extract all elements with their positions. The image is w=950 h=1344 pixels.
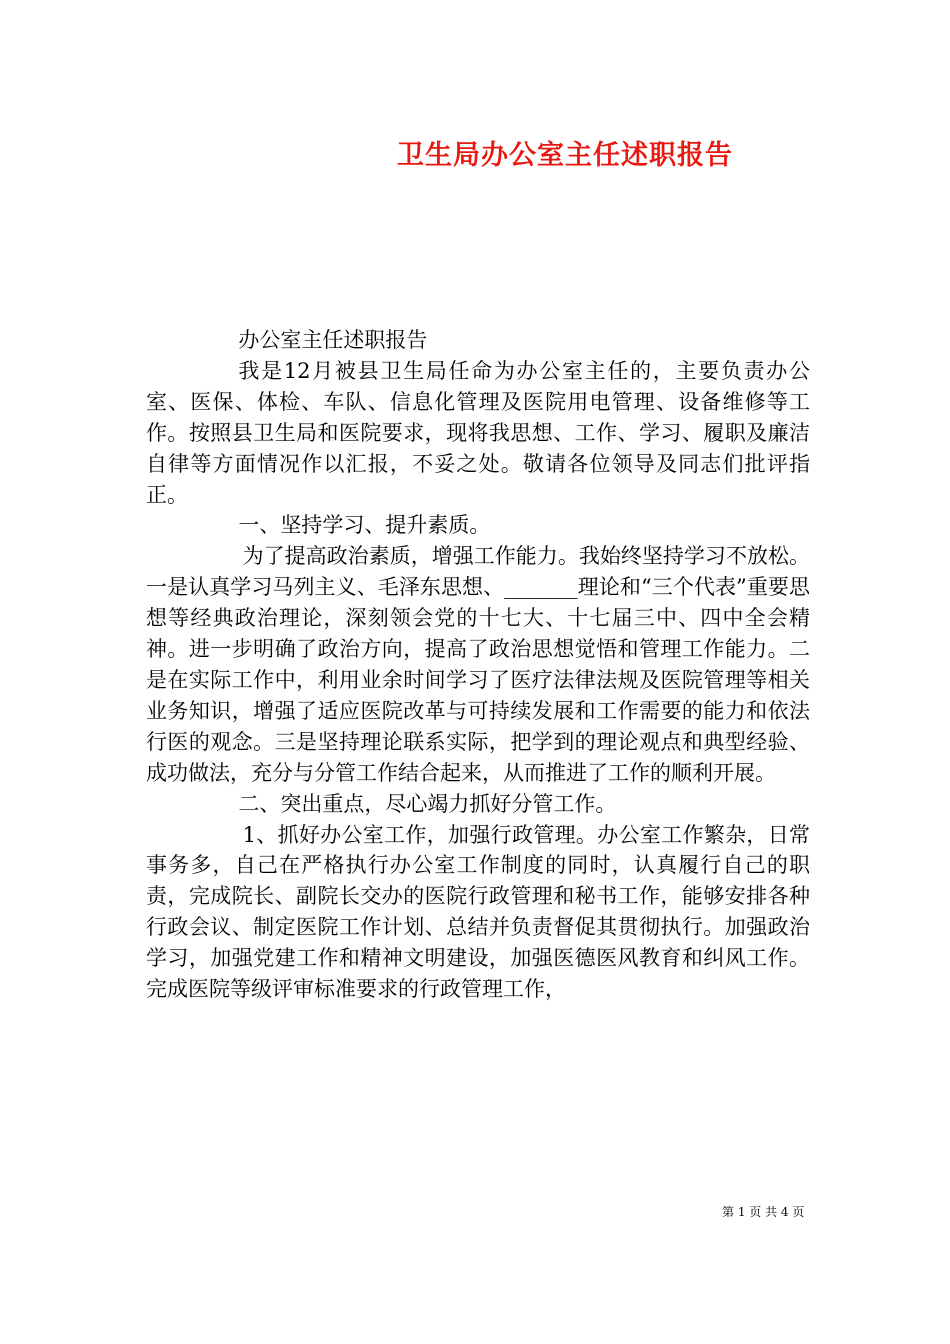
document-title: 卫生局办公室主任述职报告 <box>397 140 733 171</box>
section-heading-1: 一、坚持学习、提升素质。 <box>238 513 491 538</box>
paragraph-intro: 我是12月被县卫生局任命为办公室主任的，主要负责办公室、医保、体检、车队、信息化管理及医院用电管理、设备维修等工作。按照县卫生局和医院要求，现将我思想、工作、学习、履职及廉洁自律等方面情况作以汇报，不妥之处。敬请各位领导及同志们批评指正。 <box>146 358 810 507</box>
report-subtitle: 办公室主任述职报告 <box>238 328 428 352</box>
page-number: 第 1 页 共 4 页 <box>722 1205 805 1219</box>
section-heading-2: 二、突出重点，尽心竭力抓好分管工作。 <box>238 791 617 816</box>
document-body <box>146 325 810 1005</box>
paragraph-study: 为了提高政治素质，增强工作能力。我始终坚持学习不放松。一是认真学习马列主义、毛泽东思想、_______理论和“三个代表”重要思想等经典政治理论，深刻领会党的十七大、十七届三中、四中全会精神。进一步明确了政治方向，提高了政治思想觉悟和管理工作能力。二是在实际工作中，利用业余时间学习了医疗法律法规及医院管理等相关业务知识，增强了适应医院改革与可持续发展和工作需要的能力和依法行医的观念。三是坚持理论联系实际，把学到的理论观点和典型经验、成功做法，充分与分管工作结合起来，从而推进了工作的顺利开展。 <box>146 544 810 785</box>
paragraph-office-work: 1、抓好办公室工作，加强行政管理。办公室工作繁杂，日常事务多，自己在严格执行办公室工作制度的同时，认真履行自己的职责，完成院长、副院长交办的医院行政管理和秘书工作，能够安排各种行政会议、制定医院工作计划、总结并负责督促其贯彻执行。加强政治学习，加强党建工作和精神文明建设，加强医德医风教育和纠风工作。完成医院等级评审标准要求的行政管理工作， <box>146 822 810 1002</box>
